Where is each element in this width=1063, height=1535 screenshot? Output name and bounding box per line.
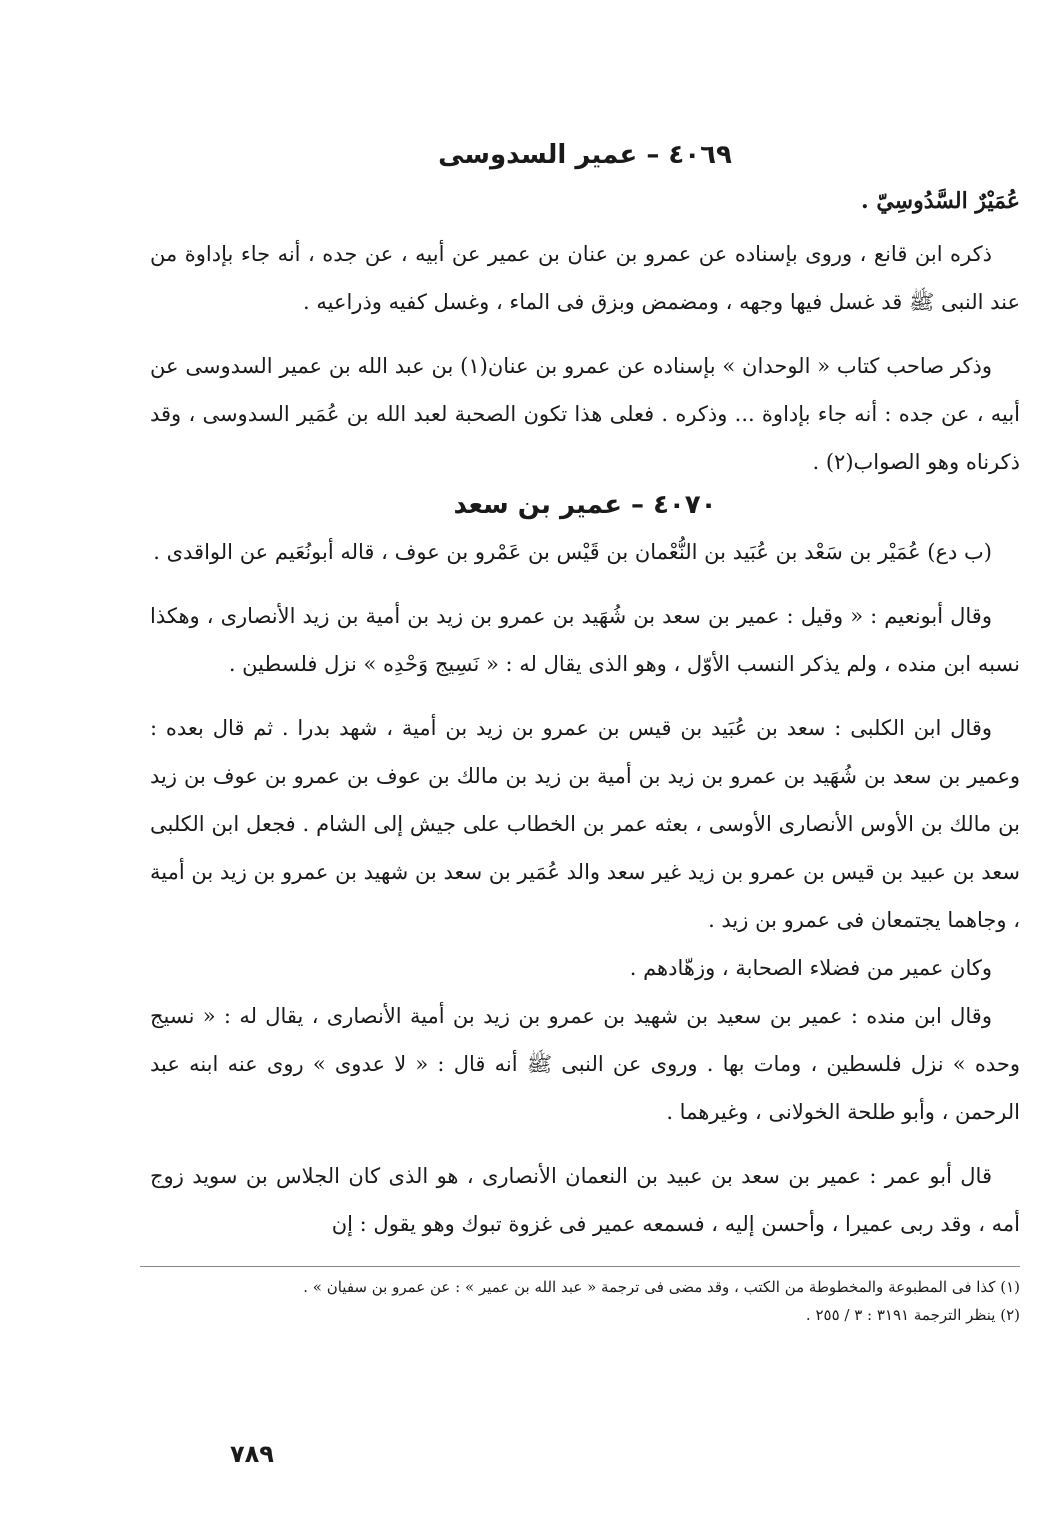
entry-heading-4070: ٤٠٧٠ – عمير بن سعد <box>453 490 717 520</box>
footnote-1: (١) كذا فى المطبوعة والمخطوطة من الكتب ، وقد مضى فى ترجمة « عبد الله بن عمير » : عن عمرو بن سفيان » . <box>303 1278 1020 1296</box>
paragraph: وقال ابن الكلبى : سعد بن عُبَيد بن قيس بن عمرو بن زيد بن أمية ، شهد بدرا . ثم قال بعده : وعمير بن سعد بن شُهَيد بن عمرو بن زيد بن أمية بن زيد بن مالك بن عوف بن عمرو بن عوف بن زيد بن مالك بن الأوس الأنصارى الأوسى ، بعثه عمر بن الخطاب على جيش إلى الشام . فجعل ابن الكلبى سعد بن عبيد بن قيس بن عمرو بن زيد غير سعد والد عُمَير بن سعد بن شهيد بن عمرو بن زيد بن أمية ، وجاهما يجتمعان فى عمرو بن زيد . <box>150 716 1020 932</box>
page-number: ٧٨٩ <box>230 1440 274 1468</box>
paragraph: وقال ابن منده : عمير بن سعيد بن شهيد بن عمرو بن زيد بن أمية الأنصارى ، يقال له : « نسيج وحده » نزل فلسطين ، ومات بها . وروى عن النبى ﷺ أنه قال : « لا عدوى » روى عنه ابنه عبد الرحمن ، وأبو طلحة الخولانى ، وغيرهما . <box>150 1004 1020 1124</box>
paragraph: وقال أبونعيم : « وقيل : عمير بن سعد بن شُهَيد بن عمرو بن زيد بن أمية بن زيد الأنصارى ، وهكذا نسبه ابن منده ، ولم يذكر النسب الأوّل ، وهو الذى يقال له : « نَسِيج وَحْدِه » نزل فلسطين . <box>150 604 1020 676</box>
footnote-2: (٢) ينظر الترجمة ٣١٩١ : ٣ / ٢٥٥ . <box>805 1306 1020 1324</box>
paragraph: وذكر صاحب كتاب « الوحدان » بإسناده عن عمرو بن عنان(١) بن عبد الله بن عمير السدوسى عن أبيه ، عن جده : أنه جاء بإداوة ... وذكره . فعلى هذا تكون الصحبة لعبد الله بن عُمَير السدوسى ، وقد ذكرناه وهو الصواب(٢) . <box>150 354 1020 474</box>
entry-heading-4069: ٤٠٦٩ – عمير السدوسى <box>438 140 732 170</box>
paragraph: وكان عمير من فضلاء الصحابة ، وزهّادهم . <box>629 956 992 980</box>
footnotes <box>140 1266 1020 1329</box>
paragraph: ذكره ابن قانع ، وروى بإسناده عن عمرو بن عنان بن عمير عن أبيه ، عن جده ، أنه جاء بإداوة من عند النبى ﷺ قد غسل فيها وجهه ، ومضمض وبزق فى الماء ، وغسل كفيه وذراعيه . <box>150 242 1020 314</box>
document-page <box>150 120 1020 1520</box>
paragraph: قال أبو عمر : عمير بن سعد بن عبيد بن النعمان الأنصارى ، هو الذى كان الجلاس بن سويد زوج أمه ، وقد ربى عميرا ، وأحسن إليه ، فسمعه عمير فى غزوة تبوك وهو يقول : إن <box>150 1164 1020 1236</box>
entry-name: عُمَيْرٌ السَّدُوسِيّ . <box>861 188 1020 214</box>
paragraph: (ب دع) عُمَيْر بن سَعْد بن عُبَيد بن النُّعْمان بن قَيْس بن عَمْرو بن عوف ، قاله أبونُعَيم عن الواقدى . <box>153 540 992 564</box>
